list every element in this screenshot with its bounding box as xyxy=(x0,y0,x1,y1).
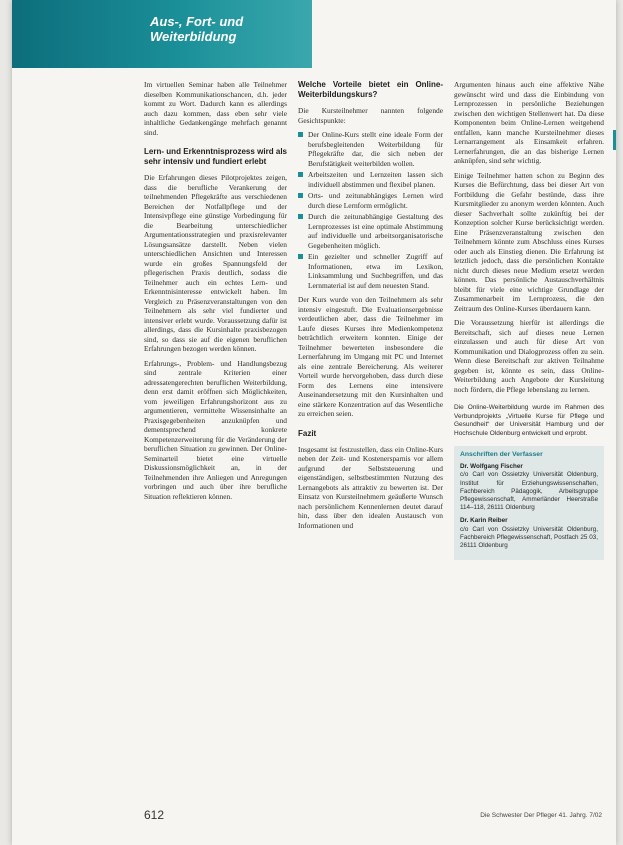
author-entry xyxy=(460,463,598,512)
author-name: Dr. Wolfgang Fischer xyxy=(460,463,523,471)
list-item: Der Online-Kurs stellt eine ideale Form der berufsbegleitenden Weiterbildung für Pflegekräfte dar, die sich neben der Berufstätigkeit weiterbilden wollen. xyxy=(298,130,443,168)
body-paragraph: Argumenten hinaus auch eine affektive Nähe gewünscht wird und dass die Einbindung von Lernprozessen in persönliche Beziehungen zwischen den wichtigen Stellenwert hat. Da diese Komponenten beim Online-Lernen weitgehend entfallen, kann manche Kursteilnehmer dieses Lernarrangement als Einsamkeit erfahren. Lernerfahrungen, die an das bisherige Lernen anknüpfen, sind sehr wichtig. xyxy=(454,80,604,165)
author-address: c/o Carl von Ossietzky Universität Oldenburg, Fachbereich Pflegewissenschaft, Postfach 25 03, 26111 Oldenburg xyxy=(460,525,598,550)
project-note: Die Online-Weiterbildung wurde im Rahmen des Verbundprojekts „Virtuelle Kurse für Pflege und Gesundheit“ der Universität Hamburg und der Hochschule Oldenburg entwickelt und erprobt. xyxy=(454,404,604,437)
text-column-2 xyxy=(298,80,443,820)
authors-heading: Anschriften der Verfasser xyxy=(460,451,543,458)
edge-marker xyxy=(613,130,616,150)
body-paragraph: Erfahrungs-, Problem- und Handlungsbezug sind zentrale Kriterien einer adressatengerechten beruflichen Weiterbildung, denn erst damit eröffnen sich Möglichkeiten, vom jeweiligen Erfahrungshorizont aus zu argumentieren, vermittelte Wissensinhalte an Praxisgegebenheiten anzuknüpfen und dementsprechend konkrete Kompetenzerweiterung für die Veränderung der beruflichen Situation zu gewinnen. Der Online-Seminarteil bietet eine virtuelle Diskussionsmöglichkeit an, in der Teilnehmenden ihre Anliegen und Anregungen vorbringen und auch über ihre berufliche Situation reflektieren können. xyxy=(144,358,287,501)
list-item: Durch die zeitunabhängige Gestaltung des Lernprozesses ist eine optimale Abstimmung auf individuelle und arbeitsorganisatorische Gegebenheiten möglich. xyxy=(298,212,443,250)
journal-footer: Die Schwester Der Pfleger 41. Jahrg. 7/02 xyxy=(480,812,602,819)
author-entry xyxy=(460,517,598,550)
lead-paragraph: Die Kursteilnehmer nannten folgende Gesichtspunkte: xyxy=(298,106,443,125)
list-item: Orts- und zeitunabhängiges Lernen wird durch diese Lernform ermöglicht. xyxy=(298,191,443,210)
author-name: Dr. Karin Reiber xyxy=(460,517,508,525)
authors-box xyxy=(454,446,604,560)
text-column-1 xyxy=(144,80,287,792)
fazit-paragraph: Insgesamt ist festzustellen, dass ein Online-Kurs neben der Zeit- und Kostenersparnis vor allem aufgrund der Selbststeuerung und eigenständigen, selbstbestimmten Nutzung des Lernangebots als attraktiv zu bewerten ist. Der Einsatz von Kursteilnehmern geäußerte Wunsch nach persönlichem Kennenlernen deutet darauf hin, dass über den idealen Austausch von Informationen und xyxy=(298,444,443,530)
section-title: Aus-, Fort- und Weiterbildung xyxy=(150,14,244,44)
body-paragraph: Der Kurs wurde von den Teilnehmern als sehr intensiv eingestuft. Die Evaluationsergebnisse verdeutlichen aber, dass die Teilnehmer im Laufe dieses Kurses ihre Medienkompetenz beträchtlich erweitern konnten. Einige der Teilnehmer bewerteten insbesondere die Lernerfahrung im Umgang mit PC und Internet als eine zentrale Bereicherung. Als weiterer Vorteil wurde hervorgehoben, dass durch diese Form des Lernens eine intensivere Auseinandersetzung mit den Kursinhalten und eine stärkere Konzentration auf das Wesentliche zu erreichen seien. xyxy=(298,295,443,418)
subheading-advantages: Welche Vorteile bietet ein Online-Weiterbildungskurs? xyxy=(298,80,443,99)
section-header-band xyxy=(12,0,312,68)
subheading-fazit: Fazit xyxy=(298,428,317,438)
list-item: Ein gezielter und schneller Zugriff auf Informationen, etwa im Lexikon, Linksammlung und Suchbegriffen, und das Lernmaterial ist auf dem neuesten Stand. xyxy=(298,252,443,290)
advantages-list xyxy=(298,130,443,290)
body-paragraph: Die Erfahrungen dieses Pilotprojektes zeigen, dass die berufliche Verankerung der teilnehmenden Pflegekräfte aus verschiedenen Bereichen der Notfallpflege und der Intensivpflege eine günstige Vorbedingung für die Bearbeitung unterschiedlicher Argumentationsstrategien und praxisrelevanter Lösungsansätze darstellt. Neben vielen unterschiedlichen Ansichten und Interessen wurde ein großes Spannungsfeld der pflegerischen Praxis deutlich, sodass die Teilnehmer auch ein echtes Lern- und Erkenntnisinteresse entwickelt haben. Im Vergleich zu Präsenzveranstaltungen von den Teilnehmern als sehr viel fundierter und intensiver erlebt wurde. Voraussetzung dafür ist allerdings, dass die Kursinhalte praxisbezogen sind, so dass sie auf die eigenen beruflichen Erfahrungen bezogen werden können. xyxy=(144,173,287,353)
text-column-3 xyxy=(454,80,604,820)
body-paragraph: Die Voraussetzung hierfür ist allerdings die Bereitschaft, sich auf dieses neue Lernen einzulassen und auch für diese Art von Kommunikation und Dialogprozess offen zu sein. Wenn diese Bereitschaft zur aktiven Teilnahme gegeben ist, könnte es sein, dass Online-Weiterbildung auch Angebote der Kursleitung noch fördern, die Pflege lebenslang zu lernen. xyxy=(454,318,604,394)
author-address: c/o Carl von Ossietzky Universität Oldenburg, Institut für Erziehungswissenschaften, Fachbereich Pädagogik, Arbeitsgruppe Pflegewissenschaft, Ammerländer Heerstraße 114–118, 26111 Oldenburg xyxy=(460,471,598,512)
page-number: 612 xyxy=(144,808,165,822)
document-page xyxy=(12,0,616,845)
intro-paragraph: Im virtuellen Seminar haben alle Teilnehmer dieselben Kommunikationschancen, d.h. jeder kommt zu Wort. Dadurch kann es allerdings auch dazu kommen, dass eben sehr viele inhaltliche Gedankengänge mehrfach genannt sind. xyxy=(144,80,287,137)
subheading-learning-process: Lern- und Erkenntnisprozess wird als sehr intensiv und fundiert erlebt xyxy=(144,147,287,166)
list-item: Arbeitszeiten und Lernzeiten lassen sich individuell abstimmen und flexibel planen. xyxy=(298,170,443,189)
body-paragraph: Einige Teilnehmer hatten schon zu Beginn des Kurses die Befürchtung, dass bei dieser Art von Fortbildung die Gefahr bestünde, dass ihre Kursmitglieder zu anonym werden könnten. Auch dieser Sachverhalt sollte zukünftig bei der Konzeption solcher Kurse berücksichtigt werden. Eine Präsenzveranstaltung zwischen den Teilnehmern könnte zum Abschluss eines Kurses oder auch als Einstieg dienen. Die Erfahrung ist letztlich jedoch, dass die persönlichen Kontakte nicht durch dieses neue Medium ersetzt werden können. Das persönliche Austauschverhältnis bleibt für viele eine wichtige Grundlage der Zusammenarbeit im Lernprozess, die den Zeitraum des Online-Kurses überdauern kann. xyxy=(454,170,604,313)
